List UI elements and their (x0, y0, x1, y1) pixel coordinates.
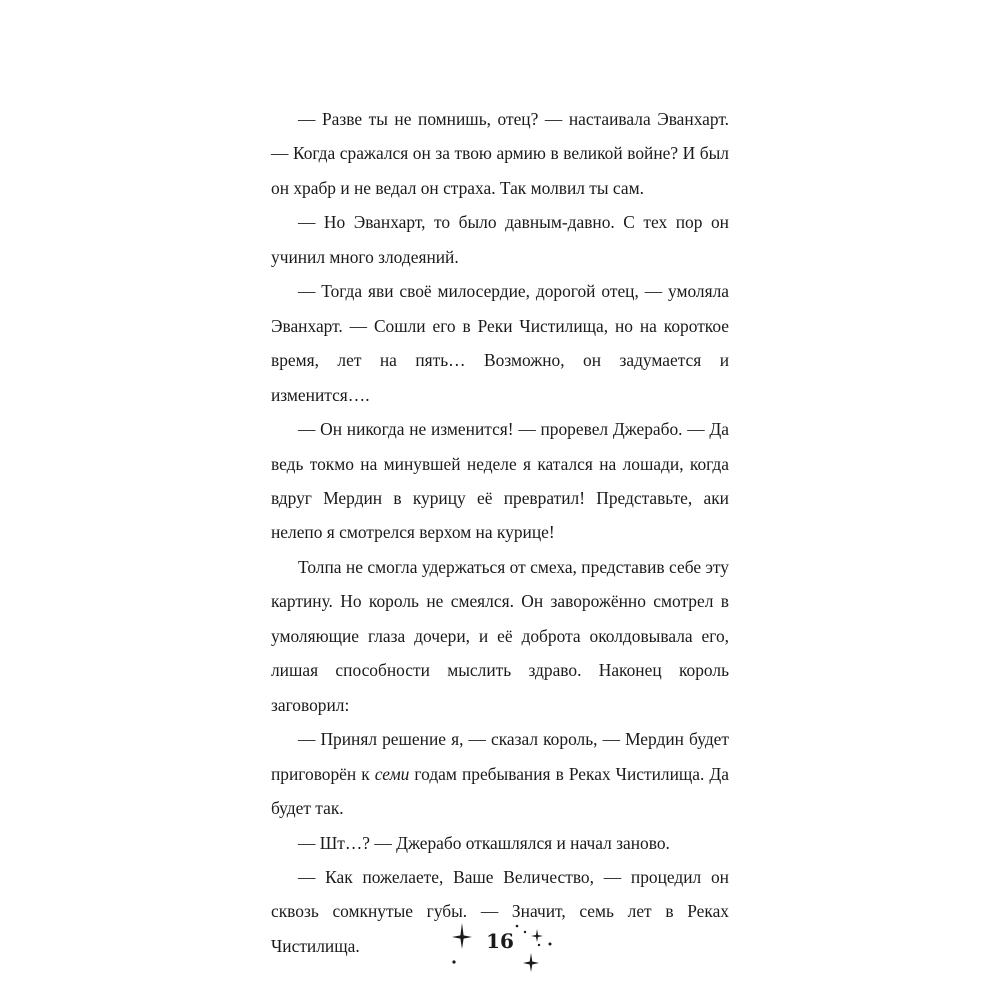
paragraph-text: годам пребывания в Реках Чистилища. Да будет так. (271, 763, 730, 819)
paragraph (271, 722, 729, 825)
paragraph: — Он никогда не изменится! — проревел Джерабо. — Да ведь токмо на минувшей неделе я катался на лошади, когда вдруг Мердин в курицу её превратил! Представьте, аки нелепо я смотрелся верхом на курице! (271, 419, 729, 543)
paragraph: — Тогда яви своё милосердие, дорогой отец, — умоляла Эванхарт. — Сошли его в Реки Чистилища, но на короткое время, лет на пять… Возможно, он задумается и изменится…. (271, 281, 729, 405)
page-number: 16 (486, 929, 514, 953)
paragraph: — Шт…? — Джерабо откашлялся и начал заново. (298, 832, 670, 853)
page-footer (440, 915, 560, 975)
body-text (271, 102, 729, 963)
paragraph-text: — Принял решение я, — сказал король, — Мердин будет приговорён к (271, 729, 729, 784)
emphasis-text: семи (374, 763, 410, 784)
paragraph: — Как пожелаете, Ваше Величество, — процедил он сквозь сомкнутые губы. — Значит, семь лет в Реках Чистилища. (271, 866, 729, 956)
paragraph: — Разве ты не помнишь, отец? — настаивала Эванхарт. — Когда сражался он за твою армию в великой войне? И был он храбр и не ведал он страха. Так молвил ты сам. (271, 109, 729, 198)
paragraph: Толпа не смогла удержаться от смеха, представив себе эту картину. Но король не смеялся. Он заворожённо смотрел в умоляющие глаза дочери, и её доброта околдовывала его, лишая способности мыслить здраво. Наконец король заговорил: (271, 556, 729, 715)
paragraph: — Но Эванхарт, то было давным-давно. С тех пор он учинил много злодеяний. (271, 212, 729, 267)
